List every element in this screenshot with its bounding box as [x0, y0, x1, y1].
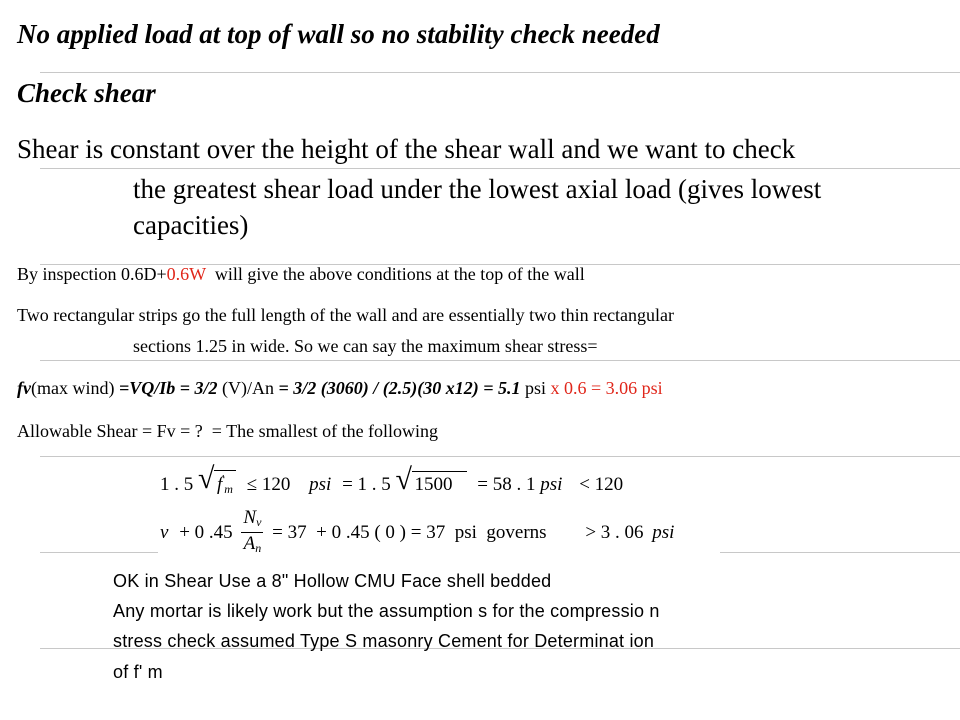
divider: [40, 552, 158, 553]
fv-part-b: =VQ/Ib = 3/2: [118, 378, 222, 398]
eq1-lt: < 120: [579, 474, 624, 495]
eq2-psi: psi: [652, 521, 675, 543]
heading-stability: No applied load at top of wall so no stability check needed: [17, 19, 660, 49]
eq1-coef: 1 . 5: [160, 474, 194, 495]
heading-shear: Check shear: [17, 78, 156, 108]
fv-part-a: (max wind): [30, 378, 119, 398]
eq1-psi: psi: [309, 474, 332, 495]
eq1-le: ≤ 120: [246, 474, 291, 495]
divider: [40, 360, 960, 361]
inspection-line: [17, 264, 585, 285]
equation-1: [160, 462, 624, 497]
eq2-fraction: [241, 508, 263, 559]
note-line2: Any mortar is likely work but the assumption s for the compressio n: [113, 601, 660, 621]
eq1-result: = 58 . 1: [477, 474, 536, 495]
inspection-load-combo: 0.6W: [166, 264, 206, 284]
eq2-nu: ν: [160, 521, 169, 543]
strips-line1: Two rectangular strips go the full length of the wall and are essentially two thin rectangular: [17, 305, 675, 325]
eq1-m: m: [224, 482, 233, 496]
fv-result: x 0.6 = 3.06 psi: [550, 378, 663, 398]
eq1-prime: ': [222, 473, 225, 485]
eq1-psi2: psi: [540, 474, 563, 495]
eq1-eq: = 1 . 5: [342, 474, 391, 495]
eq2-N: N: [243, 507, 257, 528]
eq2-rest: = 37 + 0 .45 ( 0 ) = 37 psi governs: [272, 521, 547, 543]
para-shear-line1: Shear is constant over the height of the shear wall and we want to check: [17, 134, 796, 164]
strips-line2: sections 1.25 in wide. So we can say the maximum shear stress=: [133, 336, 598, 356]
eq2-Nsub: v: [256, 515, 262, 529]
allowable-line: Allowable Shear = Fv = ? = The smallest of the following: [17, 421, 439, 441]
para-shear-line2: the greatest shear load under the lowest axial load (gives lowest: [133, 174, 822, 204]
divider: [40, 456, 960, 457]
divider: [720, 552, 960, 553]
divider: [40, 168, 960, 169]
inspection-suffix: will give the above conditions at the top of the wall: [205, 264, 585, 284]
fv-part-c: (V)/An: [222, 378, 279, 398]
fv-equation: [17, 378, 663, 399]
note-line4: of f' m: [113, 662, 163, 682]
fv-symbol: fv: [17, 378, 31, 398]
note-line1: OK in Shear Use a 8" Hollow CMU Face shell bedded: [113, 571, 552, 591]
para-shear-line3: capacities): [133, 210, 249, 240]
equation-2: [160, 508, 674, 559]
fv-part-e: psi: [524, 378, 551, 398]
note-line3: stress check assumed Type S masonry Cement for Determinat ion: [113, 631, 655, 651]
eq1-f: f: [217, 474, 223, 495]
sqrt-1500: √ 1500: [396, 471, 467, 496]
eq2-gt: > 3 . 06: [585, 521, 644, 543]
sqrt-fm: √ $f'_m$: [198, 470, 236, 497]
divider: [40, 72, 960, 73]
eq2-A: A: [243, 533, 256, 554]
inspection-prefix: By inspection 0.6D+: [17, 264, 167, 284]
eq2-plus: + 0 .45: [179, 521, 233, 543]
eq1-radicand: 1500: [412, 471, 467, 496]
fv-part-d: = 3/2 (3060) / (2.5)(30 x12) = 5.1: [278, 378, 525, 398]
eq2-Asub: n: [255, 541, 262, 555]
